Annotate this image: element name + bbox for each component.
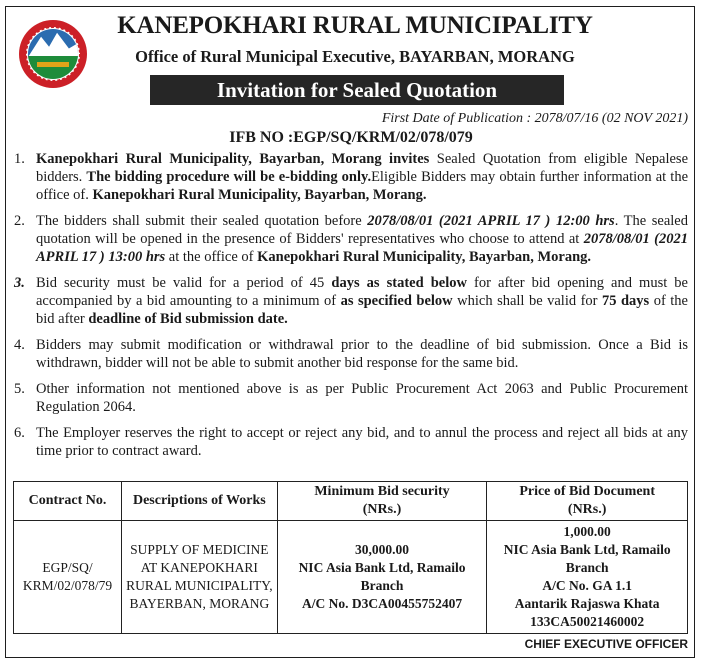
clause-number: 3. xyxy=(14,275,25,291)
clause-fragment: of the bid after xyxy=(36,293,688,327)
clause-emphasis: Kanepokhari Rural Municipality, Bayarban, Morang invites xyxy=(36,151,430,167)
notice-banner: Invitation for Sealed Quotation xyxy=(150,75,564,105)
publication-date: First Date of Publication : 2078/07/16 (02 NOV 2021) xyxy=(381,111,688,126)
cell-bid-document-price: 1,000.00 NIC Asia Bank Ltd, Ramailo Branch A/C No. GA 1.1 Aantarik Rajaswa Khata 133CA50021460002 xyxy=(487,521,688,634)
contract-table xyxy=(13,481,688,634)
clause-number: 1. xyxy=(14,151,25,167)
clause-fragment: The Employer reserves the right to accept or reject any bid, and to annul the process and reject all bids at any time prior to contract award. xyxy=(36,425,688,459)
clause-emphasis: The bidding procedure will be e-bidding only. xyxy=(86,169,372,185)
cell-bid-security: 30,000.00 NIC Asia Bank Ltd, Ramailo Branch A/C No. D3CA00455752407 xyxy=(277,521,487,634)
clause-text xyxy=(36,380,688,416)
clause-text xyxy=(36,150,688,204)
clause-fragment: which shall be valid for xyxy=(452,293,602,309)
clause-text xyxy=(36,424,688,460)
clause-fragment: Other information not mentioned above is as per Public Procurement Act 2063 and Public Procurement Regulation 2064. xyxy=(36,381,688,415)
clause-fragment: . The sealed quotation will be opened in the presence of Bidders' representatives who choose to attend at xyxy=(36,213,688,247)
clause-emphasis: 75 days xyxy=(602,293,650,309)
clause-fragment: The bidders shall submit their sealed quotation before xyxy=(36,213,368,229)
clause-text xyxy=(36,336,688,372)
col-header-security: Minimum Bid security (NRs.) xyxy=(277,482,487,521)
clause-item xyxy=(14,336,688,372)
municipality-emblem-icon xyxy=(17,18,89,90)
col-header-contract: Contract No. xyxy=(14,482,122,521)
notice-clauses xyxy=(14,150,688,468)
clause-fragment: Bid security must be valid for a period of 45 xyxy=(36,275,332,291)
table-row xyxy=(14,521,688,634)
cell-contract-no: EGP/SQ/ KRM/02/078/79 xyxy=(14,521,122,634)
clause-emphasis: days as stated below xyxy=(331,275,467,291)
clause-fragment: for after bid opening and must be accompanied by a bid amounting to a minimum of xyxy=(36,275,688,309)
clause-text xyxy=(36,274,688,328)
municipality-title: KANEPOKHARI RURAL MUNICIPALITY xyxy=(117,12,593,39)
clause-item xyxy=(14,424,688,460)
clause-number: 6. xyxy=(14,425,25,441)
clause-item xyxy=(14,212,688,266)
col-header-price: Price of Bid Document (NRs.) xyxy=(487,482,688,521)
clause-fragment: Sealed Quotation from eligible Nepalese bidders. xyxy=(36,151,689,185)
clause-item xyxy=(14,380,688,416)
clause-number: 4. xyxy=(14,337,25,353)
clause-text xyxy=(36,212,688,266)
clause-emphasis: as specified below xyxy=(340,293,453,309)
signature-title: CHIEF EXECUTIVE OFFICER xyxy=(524,637,688,651)
ifb-number: IFB NO :EGP/SQ/KRM/02/078/079 xyxy=(229,129,473,146)
clause-number: 2. xyxy=(14,213,25,229)
cell-description: SUPPLY OF MEDICINE AT KANEPOKHARI RURAL MUNICIPALITY, BAYERBAN, MORANG xyxy=(121,521,277,634)
clause-emphasis: 2078/08/01 (2021 APRIL 17 ) 12:00 hrs xyxy=(367,213,615,229)
clause-emphasis: 2078/08/01 (2021 APRIL 17 ) 13:00 hrs xyxy=(36,231,689,265)
col-header-description: Descriptions of Works xyxy=(121,482,277,521)
clause-fragment: Bidders may submit modification or withdrawal prior to the deadline of bid submission. Once a Bid is withdrawn, bidder will not be able to submit another bid response for the same bid. xyxy=(36,337,688,371)
clause-fragment: Eligible Bidders may obtain further information at the office of. xyxy=(36,169,689,203)
clause-item xyxy=(14,150,688,204)
clause-emphasis: deadline of Bid submission date. xyxy=(88,311,288,327)
clause-emphasis: Kanepokhari Rural Municipality, Bayarban, Morang. xyxy=(92,187,427,203)
clause-emphasis: Kanepokhari Rural Municipality, Bayarban, Morang. xyxy=(257,249,592,265)
clause-fragment: at the office of xyxy=(165,249,258,265)
office-subtitle: Office of Rural Municipal Executive, BAYARBAN, MORANG xyxy=(135,47,575,66)
clause-item xyxy=(14,274,688,328)
table-header-row xyxy=(14,482,688,521)
clause-number: 5. xyxy=(14,381,25,397)
